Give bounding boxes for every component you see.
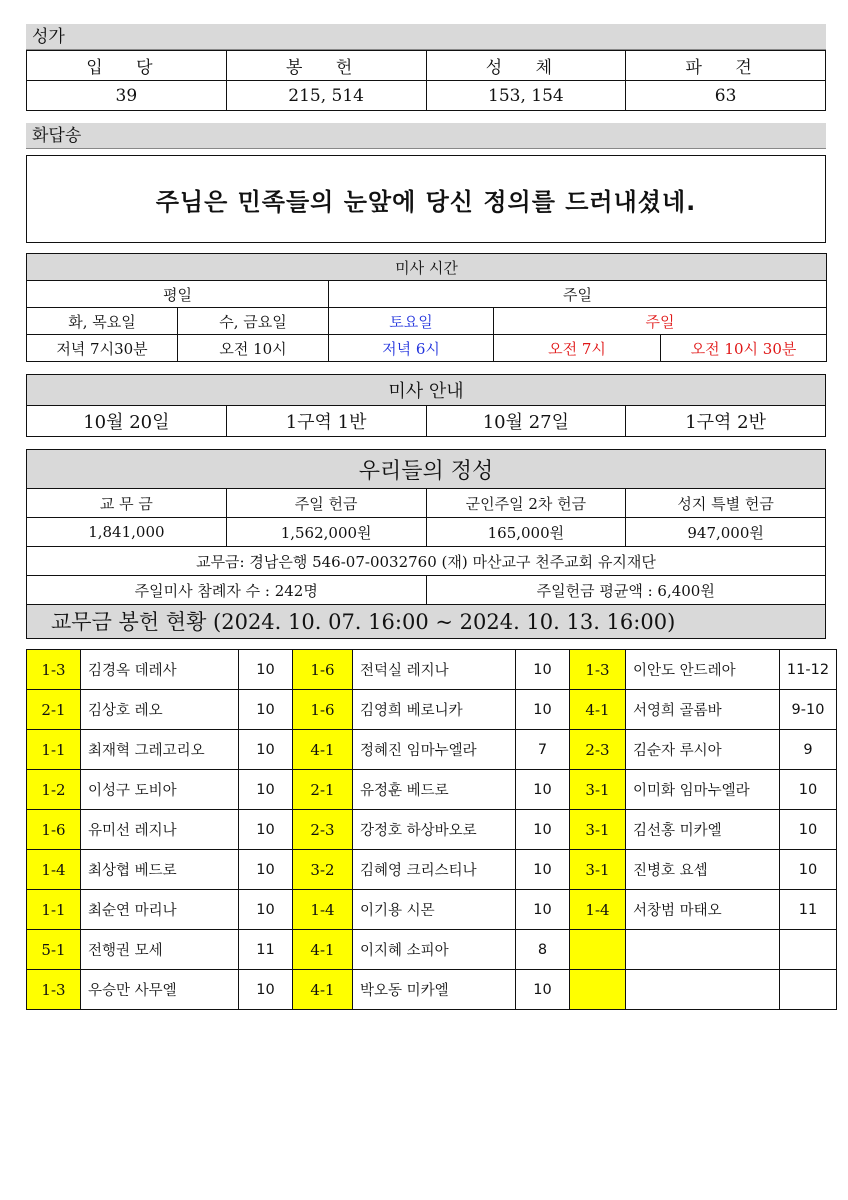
dues-amount-cell: 10 — [239, 690, 293, 730]
dues-amount-cell: 9 — [780, 730, 837, 770]
hymn-header-recessional: 파 견 — [626, 51, 826, 81]
dues-amount-cell: 10 — [516, 770, 570, 810]
dues-name-cell: 이기용 시몬 — [353, 890, 516, 930]
dues-zone-cell: 3-1 — [570, 810, 626, 850]
dues-name-cell: 전행권 모세 — [81, 930, 239, 970]
offerings-table — [26, 449, 826, 605]
bulletin-page — [26, 24, 830, 1010]
hymn-value-communion: 153, 154 — [426, 81, 626, 111]
dues-amount-cell: 10 — [780, 770, 837, 810]
dues-zone-cell: 3-1 — [570, 850, 626, 890]
dues-name-cell: 전덕실 레지나 — [353, 650, 516, 690]
attendee-count: 주일미사 참례자 수 : 242명 — [27, 576, 427, 605]
table-row — [27, 690, 837, 730]
dues-amount-cell: 10 — [239, 770, 293, 810]
offering-value-military: 165,000원 — [426, 518, 626, 547]
dues-amount-cell: 10 — [239, 730, 293, 770]
table-row — [27, 730, 837, 770]
hymn-header-communion: 성 체 — [426, 51, 626, 81]
hymn-header-offertory: 봉 헌 — [226, 51, 426, 81]
dues-name-cell: 진병호 요셉 — [626, 850, 780, 890]
dues-zone-cell: 1-6 — [293, 690, 353, 730]
seongga-header: 성가 — [26, 24, 826, 50]
offering-header-sunday: 주일 헌금 — [226, 489, 426, 518]
offerings-title: 우리들의 정성 — [27, 450, 826, 489]
dues-zone-cell: 4-1 — [293, 730, 353, 770]
dues-amount-cell: 10 — [516, 810, 570, 850]
guide-date-2: 10월 27일 — [426, 406, 626, 437]
dues-zone-cell: 2-3 — [570, 730, 626, 770]
dues-zone-cell: 1-4 — [293, 890, 353, 930]
dues-name-cell — [626, 970, 780, 1010]
mass-guide-title: 미사 안내 — [27, 375, 826, 406]
dues-name-cell: 최재혁 그레고리오 — [81, 730, 239, 770]
dues-status-title: 교무금 봉헌 현황 (2024. 10. 07. 16:00 ~ 2024. 10. 13. 16:00) — [26, 605, 826, 639]
dues-amount-cell — [780, 930, 837, 970]
dues-zone-cell: 1-3 — [27, 970, 81, 1010]
dues-zone-cell: 2-1 — [293, 770, 353, 810]
dues-amount-cell: 10 — [516, 890, 570, 930]
dues-amount-cell: 8 — [516, 930, 570, 970]
dues-name-cell: 김영희 베로니카 — [353, 690, 516, 730]
dues-amount-cell: 10 — [239, 850, 293, 890]
dues-zone-cell: 2-3 — [293, 810, 353, 850]
dues-zone-cell: 3-1 — [570, 770, 626, 810]
dues-zone-cell: 1-6 — [27, 810, 81, 850]
dues-zone-cell: 1-1 — [27, 890, 81, 930]
dues-amount-cell: 10 — [780, 850, 837, 890]
table-row — [27, 970, 837, 1010]
dues-amount-cell: 10 — [516, 850, 570, 890]
offering-header-military: 군인주일 2차 헌금 — [426, 489, 626, 518]
mass-time-table — [26, 253, 827, 362]
seongga-table — [26, 50, 826, 111]
guide-group-1: 1구역 1반 — [226, 406, 426, 437]
time-wed-fri: 오전 10시 — [178, 335, 329, 362]
sunday-label: 주일 — [329, 281, 827, 308]
dues-amount-cell: 7 — [516, 730, 570, 770]
table-row — [27, 770, 837, 810]
dues-amount-cell: 10 — [239, 970, 293, 1010]
offering-header-dues: 교 무 금 — [27, 489, 227, 518]
responsorial-psalm-text: 주님은 민족들의 눈앞에 당신 정의를 드러내셨네. — [26, 155, 826, 243]
dues-amount-cell: 11 — [780, 890, 837, 930]
guide-group-2: 1구역 2반 — [626, 406, 826, 437]
dues-zone-cell: 4-1 — [570, 690, 626, 730]
table-row — [27, 650, 837, 690]
mass-guide-table — [26, 374, 826, 437]
dues-name-cell: 유미선 레지나 — [81, 810, 239, 850]
offering-value-sunday: 1,562,000원 — [226, 518, 426, 547]
offering-value-dues: 1,841,000 — [27, 518, 227, 547]
dues-name-cell: 최상협 베드로 — [81, 850, 239, 890]
day-saturday: 토요일 — [329, 308, 494, 335]
dues-amount-cell: 10 — [516, 650, 570, 690]
day-sunday: 주일 — [494, 308, 827, 335]
dues-name-cell: 박오동 미카엘 — [353, 970, 516, 1010]
dues-name-cell: 강정호 하상바오로 — [353, 810, 516, 850]
guide-date-1: 10월 20일 — [27, 406, 227, 437]
dues-name-cell: 이미화 임마누엘라 — [626, 770, 780, 810]
day-tue-thu: 화, 목요일 — [27, 308, 178, 335]
dues-zone-cell: 4-1 — [293, 970, 353, 1010]
bank-account-info: 교무금: 경남은행 546-07-0032760 (재) 마산교구 천주교회 유지재단 — [27, 547, 826, 576]
time-sunday-late: 오전 10시 30분 — [661, 335, 827, 362]
dues-name-cell: 이성구 도비아 — [81, 770, 239, 810]
offering-value-shrine: 947,000원 — [626, 518, 826, 547]
table-row — [27, 890, 837, 930]
dues-amount-cell — [780, 970, 837, 1010]
dues-name-cell: 최순연 마리나 — [81, 890, 239, 930]
dues-zone-cell: 1-2 — [27, 770, 81, 810]
dues-name-cell: 우승만 사무엘 — [81, 970, 239, 1010]
table-row — [27, 850, 837, 890]
dues-name-cell: 김혜영 크리스티나 — [353, 850, 516, 890]
time-saturday: 저녁 6시 — [329, 335, 494, 362]
dues-zone-cell: 1-1 — [27, 730, 81, 770]
dues-status-table — [26, 649, 837, 1010]
dues-amount-cell: 10 — [239, 810, 293, 850]
dues-name-cell: 서창범 마태오 — [626, 890, 780, 930]
dues-amount-cell: 10 — [780, 810, 837, 850]
dues-amount-cell: 10 — [516, 690, 570, 730]
dues-zone-cell: 1-4 — [570, 890, 626, 930]
dues-amount-cell: 9-10 — [780, 690, 837, 730]
dues-zone-cell: 1-4 — [27, 850, 81, 890]
dues-zone-cell — [570, 930, 626, 970]
dues-name-cell: 이지혜 소피아 — [353, 930, 516, 970]
hwadapsong-header: 화답송 — [26, 123, 826, 149]
dues-zone-cell: 1-3 — [27, 650, 81, 690]
dues-zone-cell: 2-1 — [27, 690, 81, 730]
dues-name-cell: 정혜진 임마누엘라 — [353, 730, 516, 770]
dues-name-cell: 김순자 루시아 — [626, 730, 780, 770]
dues-name-cell: 김상호 레오 — [81, 690, 239, 730]
table-row — [27, 810, 837, 850]
dues-name-cell: 유정훈 베드로 — [353, 770, 516, 810]
dues-name-cell: 김경옥 데레사 — [81, 650, 239, 690]
average-offering: 주일헌금 평균액 : 6,400원 — [426, 576, 826, 605]
dues-amount-cell: 10 — [516, 970, 570, 1010]
hymn-header-entrance: 입 당 — [27, 51, 227, 81]
time-sunday-early: 오전 7시 — [494, 335, 661, 362]
dues-zone-cell: 4-1 — [293, 930, 353, 970]
dues-zone-cell: 1-6 — [293, 650, 353, 690]
dues-zone-cell: 5-1 — [27, 930, 81, 970]
dues-zone-cell: 1-3 — [570, 650, 626, 690]
dues-name-cell: 서영희 골롬바 — [626, 690, 780, 730]
dues-name-cell: 김선홍 미카엘 — [626, 810, 780, 850]
weekday-label: 평일 — [27, 281, 329, 308]
dues-amount-cell: 10 — [239, 890, 293, 930]
dues-name-cell — [626, 930, 780, 970]
dues-amount-cell: 10 — [239, 650, 293, 690]
dues-zone-cell: 3-2 — [293, 850, 353, 890]
hymn-value-offertory: 215, 514 — [226, 81, 426, 111]
offering-header-shrine: 성지 특별 헌금 — [626, 489, 826, 518]
dues-name-cell: 이안도 안드레아 — [626, 650, 780, 690]
time-tue-thu: 저녁 7시30분 — [27, 335, 178, 362]
mass-time-title: 미사 시간 — [27, 254, 827, 281]
dues-amount-cell: 11 — [239, 930, 293, 970]
dues-zone-cell — [570, 970, 626, 1010]
dues-amount-cell: 11-12 — [780, 650, 837, 690]
hymn-value-entrance: 39 — [27, 81, 227, 111]
day-wed-fri: 수, 금요일 — [178, 308, 329, 335]
hymn-value-recessional: 63 — [626, 81, 826, 111]
table-row — [27, 930, 837, 970]
